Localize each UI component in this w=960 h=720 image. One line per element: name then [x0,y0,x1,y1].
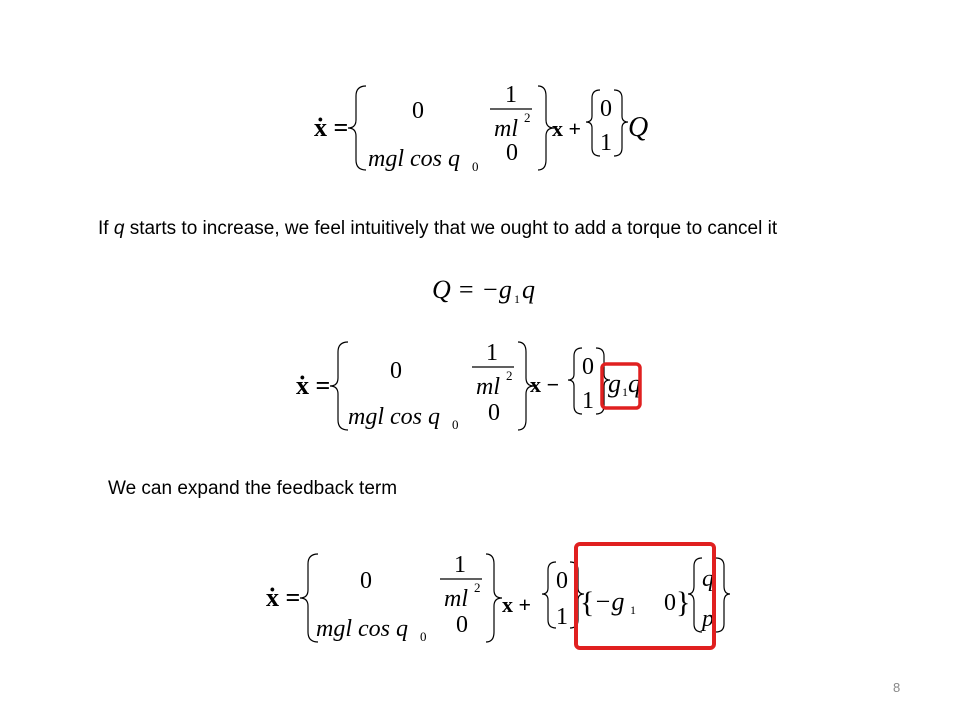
eq1-r1c2-num: 1 [505,82,517,108]
eq3-gain-left-brace: { [580,586,595,619]
eq2-state: x − [530,372,560,397]
eq3-vec-right-brace [716,558,730,632]
eq2-feedback-var: q [628,369,641,398]
eq3-lhs: ẋ = [266,583,301,612]
eq2-left-brace [330,342,348,430]
eq3-gain-right-brace: } [676,586,691,619]
control-law-sub: 1 [514,292,520,306]
eq1-r1c1: 0 [412,98,424,124]
eq1-r2c2: 0 [506,140,518,166]
eq3-input-top: 0 [556,568,568,594]
eq2-r2c1-sub: 0 [452,417,459,432]
eq1-input: Q [628,112,649,143]
eq3-vec-bot: p [702,606,714,632]
equation-2 [286,336,666,436]
eq3-gain-zero: 0 [664,590,676,616]
control-law-lhs: Q = −g [432,275,512,304]
equation-1 [300,78,680,178]
equation-3 [256,540,736,652]
caption-torque [98,218,777,240]
caption-1-suffix: starts to increase, we feel intuitively that we ought to add a torque to cancel it [124,218,778,239]
eq1-r2c1: mgl cos q [368,146,460,172]
eq1-lhs: ẋ = [314,113,349,142]
eq3-right-brace [486,554,502,642]
eq3-r1c1: 0 [360,568,372,594]
eq2-r2c1: mgl cos q [348,404,440,430]
eq2-input-left-brace [568,348,582,414]
control-law [432,270,572,310]
eq2-feedback-sub: 1 [622,385,628,399]
eq1-input-left-brace [586,90,600,156]
eq3-r2c1: mgl cos q [316,616,408,642]
eq2-r1c2-exp: 2 [506,368,513,383]
caption-1-var: q [113,218,125,239]
eq2-input-top: 0 [582,354,594,380]
eq2-r2c2: 0 [488,400,500,426]
eq1-r1c2-exp: 2 [524,110,531,125]
control-law-rhs: q [522,275,535,304]
eq2-r1c2-den: ml [476,374,500,400]
eq1-input-bot: 1 [600,130,612,156]
eq3-gain-sub: 1 [630,603,636,617]
eq3-r2c2: 0 [456,612,468,638]
eq3-r1c2-num: 1 [454,552,466,578]
eq3-vec-top: q [702,566,714,592]
eq1-input-right-brace [614,90,628,156]
caption-1-prefix: If [98,218,114,239]
eq1-r1c2-den: ml [494,116,518,142]
eq3-gain: −g [594,587,625,616]
eq2-feedback: g [608,369,621,398]
eq1-r2c1-sub: 0 [472,159,479,174]
eq3-r1c2-den: ml [444,586,468,612]
eq3-state: x + [502,592,532,617]
eq1-left-brace [348,86,366,170]
page-number: 8 [893,680,901,695]
eq3-input-left-brace [542,562,556,628]
eq3-r1c2-exp: 2 [474,580,481,595]
eq1-state: x + [552,116,582,141]
eq3-input-bot: 1 [556,604,568,630]
caption-expand: We can expand the feedback term [108,478,398,499]
eq2-input-bot: 1 [582,388,594,414]
eq3-r2c1-sub: 0 [420,629,427,644]
eq2-r1c1: 0 [390,358,402,384]
eq2-r1c2-num: 1 [486,340,498,366]
eq1-input-top: 0 [600,96,612,122]
eq2-lhs: ẋ = [296,371,331,400]
